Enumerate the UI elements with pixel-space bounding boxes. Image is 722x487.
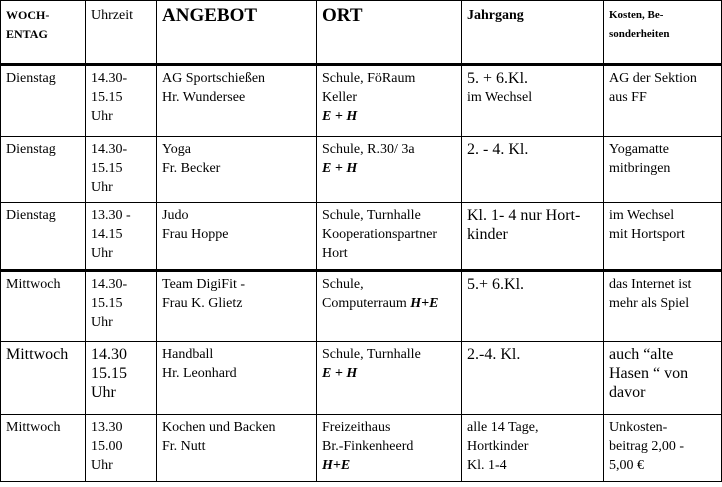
- cell-time: 14.30 15.15 Uhr: [86, 342, 157, 415]
- cell-year: 5.+ 6.Kl.: [462, 271, 604, 342]
- cell-offer: Judo Frau Hoppe: [157, 203, 317, 271]
- cell-place: Schule, FöRaum Keller E + H: [317, 65, 462, 137]
- cell-year: Kl. 1- 4 nur Hort- kinder: [462, 203, 604, 271]
- header-offer: ANGEBOT: [157, 1, 317, 65]
- cell-year: 2.-4. Kl.: [462, 342, 604, 415]
- table-row: [1, 65, 722, 137]
- cell-place: Schule, Turnhalle Kooperationspartner Hort: [317, 203, 462, 271]
- cell-offer: Team DigiFit - Frau K. Glietz: [157, 271, 317, 342]
- cell-cost: auch “alte Hasen “ von davor: [604, 342, 722, 415]
- cell-time: 13.30 15.00 Uhr: [86, 415, 157, 482]
- cell-place: Freizeithaus Br.-Finkenheerd H+E: [317, 415, 462, 482]
- cell-place: Schule, R.30/ 3a E + H: [317, 137, 462, 203]
- header-time: Uhrzeit: [86, 1, 157, 65]
- cell-day: Mittwoch: [1, 342, 86, 415]
- cell-cost: im Wechsel mit Hortsport: [604, 203, 722, 271]
- cell-place: Schule, Turnhalle E + H: [317, 342, 462, 415]
- cell-cost: Yogamatte mitbringen: [604, 137, 722, 203]
- header-cost: Kosten, Be- sonderheiten: [604, 1, 722, 65]
- cell-time: 13.30 - 14.15 Uhr: [86, 203, 157, 271]
- cell-year: 5. + 6.Kl. im Wechsel: [462, 65, 604, 137]
- cell-day: Mittwoch: [1, 415, 86, 482]
- cell-offer: Yoga Fr. Becker: [157, 137, 317, 203]
- cell-time: 14.30- 15.15 Uhr: [86, 137, 157, 203]
- table-row: [1, 203, 722, 271]
- cell-offer: Handball Hr. Leonhard: [157, 342, 317, 415]
- cell-cost: das Internet ist mehr als Spiel: [604, 271, 722, 342]
- cell-day: Dienstag: [1, 65, 86, 137]
- cell-time: 14.30- 15.15 Uhr: [86, 65, 157, 137]
- cell-day: Dienstag: [1, 203, 86, 271]
- table-row: [1, 415, 722, 482]
- header-place: ORT: [317, 1, 462, 65]
- cell-cost: AG der Sektion aus FF: [604, 65, 722, 137]
- table-row: [1, 271, 722, 342]
- cell-offer: AG Sportschießen Hr. Wundersee: [157, 65, 317, 137]
- cell-cost: Unkosten- beitrag 2,00 - 5,00 €: [604, 415, 722, 482]
- cell-place: Schule, Computerraum H+E: [317, 271, 462, 342]
- cell-day: Mittwoch: [1, 271, 86, 342]
- cell-year: alle 14 Tage, Hortkinder Kl. 1-4: [462, 415, 604, 482]
- cell-offer: Kochen und Backen Fr. Nutt: [157, 415, 317, 482]
- header-year: Jahrgang: [462, 1, 604, 65]
- header-row: [1, 1, 722, 65]
- table-row: [1, 137, 722, 203]
- cell-year: 2. - 4. Kl.: [462, 137, 604, 203]
- cell-day: Dienstag: [1, 137, 86, 203]
- header-day: WOCH- ENTAG: [1, 1, 86, 65]
- cell-time: 14.30- 15.15 Uhr: [86, 271, 157, 342]
- table-row: [1, 342, 722, 415]
